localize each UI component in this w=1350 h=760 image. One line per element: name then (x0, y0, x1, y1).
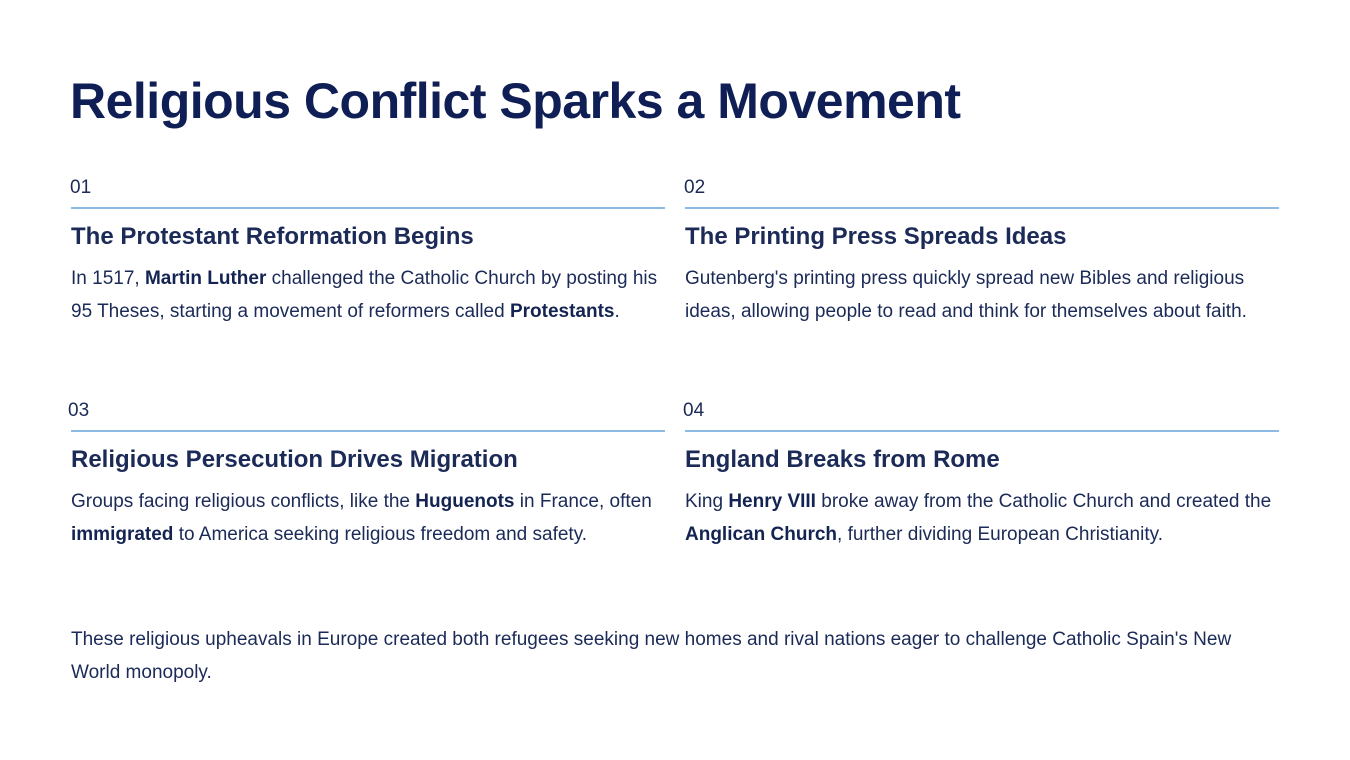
body-text: in France, often (514, 491, 652, 512)
card-heading: Religious Persecution Drives Migration (71, 446, 518, 473)
body-text: Gutenberg's printing press quickly spread new Bibles and religious ideas, allowing people to read and think for themselves about faith. (685, 268, 1247, 322)
body-text: , further dividing European Christianity. (837, 523, 1163, 545)
card-body (685, 486, 1279, 551)
card-number: 04 (683, 400, 705, 421)
slide-title: Religious Conflict Sparks a Movement (70, 73, 961, 129)
card-body (71, 486, 665, 551)
emphasis-text: immigrated (71, 523, 174, 545)
emphasis-text: Henry VIII (728, 491, 816, 512)
card-number: 01 (70, 177, 92, 198)
body-text: broke away from the Catholic Church and created the (815, 491, 1272, 512)
body-text: . (614, 300, 620, 322)
emphasis-text: Martin Luther (144, 268, 267, 289)
card-printing-press (685, 176, 1279, 328)
card-divider (71, 207, 665, 209)
emphasis-text: Anglican Church (685, 523, 838, 545)
card-divider (685, 207, 1279, 209)
card-divider (685, 430, 1279, 432)
card-body (685, 263, 1279, 328)
card-heading: The Protestant Reformation Begins (71, 223, 474, 250)
body-text: challenged the Catholic Church by posting his 95 Theses, starting a movement of reformers called (71, 268, 658, 322)
card-number: 02 (684, 177, 706, 198)
card-protestant-reformation (71, 176, 665, 328)
summary-paragraph: These religious upheavals in Europe created both refugees seeking new homes and rival nations eager to challenge Catholic Spain's New World monopoly. (71, 629, 1232, 683)
card-religious-persecution (68, 399, 665, 551)
body-text: King (685, 491, 729, 512)
card-number: 03 (68, 400, 90, 421)
card-england-breaks (685, 399, 1279, 551)
body-text: to America seeking religious freedom and safety. (173, 523, 588, 545)
card-divider (71, 430, 665, 432)
card-heading: The Printing Press Spreads Ideas (685, 223, 1067, 250)
body-text: In 1517, (71, 268, 145, 289)
card-body (71, 263, 665, 328)
card-heading: England Breaks from Rome (685, 446, 1000, 473)
emphasis-text: Huguenots (415, 491, 515, 512)
body-text: Groups facing religious conflicts, like the (71, 491, 416, 512)
emphasis-text: Protestants (509, 300, 615, 322)
